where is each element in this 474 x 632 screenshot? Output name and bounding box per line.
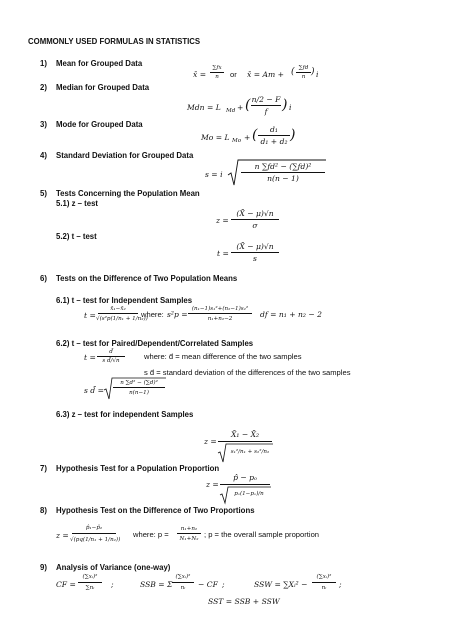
section-2-num: 2) — [40, 83, 47, 92]
z7-numerator: p̂ − pₒ — [233, 473, 257, 482]
t62-lhs: t = — [84, 353, 96, 362]
page-title: COMMONLY USED FORMULAS IN STATISTICS — [28, 37, 201, 46]
t62-sd-lhs: s d̄ = — [84, 386, 104, 395]
z7-lhs: z = — [206, 480, 219, 489]
section-8-num: 8) — [40, 506, 47, 515]
section-7-num: 7) — [40, 464, 47, 473]
sd-fraction-bar — [241, 172, 325, 173]
mode-sub: Mo — [232, 138, 242, 144]
section-9-num: 9) — [40, 563, 47, 572]
section-5-heading: Tests Concerning the Population Mean — [56, 189, 200, 198]
median-sub: Md — [226, 108, 236, 114]
z8-numerator: p̂₁−p̂₂ — [85, 525, 103, 531]
median-paren-open: ( — [245, 97, 251, 113]
mean-numerator: ∑fx — [212, 65, 222, 71]
ssb-fraction-bar — [172, 582, 194, 583]
mean-or: or — [230, 70, 237, 79]
ssb-semicolon: ; — [222, 580, 225, 589]
median-fraction-bar — [251, 105, 281, 106]
t61-sp-denominator: n₁+n₂−2 — [207, 316, 233, 322]
z8-lhs: z = — [56, 531, 69, 540]
cf-semicolon: ; — [111, 580, 114, 589]
ssw-numerator: (∑xᵢ)² — [316, 574, 332, 580]
t62-numerator: d̄ — [109, 349, 113, 355]
t61-lhs: t = — [84, 311, 96, 320]
subsection-5-2: 5.2) t – test — [56, 232, 97, 241]
median-lhs: Mdn = L — [187, 103, 221, 112]
section-4-heading: Standard Deviation for Grouped Data — [56, 151, 194, 160]
section-1-num: 1) — [40, 59, 47, 68]
mode-paren-open: ( — [252, 127, 258, 143]
z8-denominator: √(pq(1/n₁ + 1/n₂)) — [70, 537, 121, 543]
ssw-fraction-bar — [312, 582, 336, 583]
sst-formula: SST = SSB + SSW — [208, 597, 280, 606]
section-6-num: 6) — [40, 274, 47, 283]
mean-denominator: n — [215, 74, 219, 80]
t61-fraction-bar — [98, 313, 138, 314]
section-4-num: 4) — [40, 151, 47, 160]
ssw-lhs: SSW = ∑Xᵢ² − — [254, 580, 308, 589]
t62-sd-numerator: n ∑d² − (∑d)² — [120, 380, 158, 386]
t52-denominator: s — [253, 254, 257, 263]
t62-denominator: s d̄/√n — [102, 358, 120, 364]
ssb-denominator: nᵢ — [180, 585, 186, 591]
t62-where: where: d̄ = mean difference of the two samples — [144, 352, 302, 361]
section-1-heading: Mean for Grouped Data — [56, 59, 143, 68]
z51-numerator: (X̄ − μ)√n — [236, 209, 274, 218]
ssb-tail: − CF — [198, 580, 218, 589]
median-i: i — [289, 103, 292, 112]
t61-df: df = n₁ + n₂ − 2 — [260, 310, 322, 319]
t61-numerator: x̄₁−x̄₂ — [110, 306, 126, 312]
median-numerator: n/2 − F — [251, 95, 281, 104]
z8-p-numerator: n₁+n₂ — [180, 526, 198, 532]
z8-where: where: p = — [133, 530, 169, 539]
mode-fraction-bar — [258, 135, 290, 136]
mode-plus: + — [244, 133, 251, 142]
mode-numerator: d₁ — [270, 125, 278, 134]
mode-denominator: d₁ + d₂ — [260, 137, 288, 146]
section-9-heading: Analysis of Variance (one-way) — [56, 563, 171, 572]
section-8-heading: Hypothesis Test on the Difference of Two Proportions — [56, 506, 255, 515]
mean-alt-denominator: n — [301, 74, 306, 80]
z63-lhs: z = — [204, 437, 217, 446]
mean-alt-paren-open: ( — [291, 67, 295, 77]
mean-i: i — [316, 70, 319, 79]
z8-fraction-bar — [72, 533, 116, 534]
sd-numerator: n ∑fd² − (∑fd)² — [254, 162, 312, 171]
z63-denominator: s₁²/n₁ + s₂²/n₂ — [230, 449, 270, 455]
cf-numerator: (∑xᵢ)² — [82, 574, 98, 580]
section-7-heading: Hypothesis Test for a Population Proportion — [56, 464, 220, 473]
t61-where: where: — [141, 310, 164, 319]
cf-denominator: ∑nᵢ — [85, 585, 95, 591]
z8-tail: ; p = the overall sample proportion — [204, 530, 320, 539]
t62-sd-fraction-bar — [113, 387, 165, 388]
section-6-heading: Tests on the Difference of Two Population Means — [56, 274, 238, 283]
ssb-lhs: SSB = Σ — [140, 580, 173, 589]
section-3-heading: Mode for Grouped Data — [56, 120, 143, 129]
t61-sp-fraction-bar — [188, 313, 252, 314]
ssw-semicolon: ; — [339, 580, 342, 589]
t61-sp-lhs: s²p = — [167, 310, 188, 319]
t62-sd-denominator: n(n−1) — [129, 390, 149, 396]
median-plus: + — [237, 103, 244, 112]
mean-alt-lhs: x̄ = Am + — [247, 70, 284, 79]
z51-denominator: σ — [252, 221, 258, 230]
section-2-heading: Median for Grouped Data — [56, 83, 150, 92]
z8-p-denominator: N₁+N₂ — [179, 536, 199, 542]
t52-numerator: (X̄ − μ)√n — [236, 242, 274, 251]
median-paren-close: ) — [282, 97, 288, 113]
cf-fraction-bar — [78, 582, 102, 583]
z8-p-fraction-bar — [177, 533, 201, 534]
mode-lhs: Mo = L — [201, 133, 230, 142]
subsection-6-1: 6.1) t – test for Independent Samples — [56, 296, 193, 305]
t61-denominator: √(s²p(1/n₁ + 1/n₂)) — [96, 316, 148, 322]
subsection-6-2: 6.2) t – test for Paired/Dependent/Correlated Samples — [56, 339, 254, 348]
t52-fraction-bar — [231, 252, 279, 253]
z63-numerator: X̄₁ − X̄₂ — [230, 430, 260, 439]
ssw-denominator: nᵢ — [321, 585, 327, 591]
subsection-6-3: 6.3) z – test for independent Samples — [56, 410, 194, 419]
subsection-5-1: 5.1) z – test — [56, 199, 99, 208]
t61-sp-numerator: (n₁−1)s₁²+(n₂−1)s₂² — [191, 306, 249, 312]
t62-sd-note: s d̄ = standard deviation of the differences of the two samples — [144, 368, 351, 377]
ssb-numerator: (∑xᵢ)² — [175, 574, 191, 580]
z51-lhs: z = — [216, 216, 229, 225]
mean-alt-numerator: ∑fd — [298, 65, 309, 71]
mean-alt-paren-close: ) — [311, 67, 315, 77]
sd-denominator: n(n − 1) — [267, 174, 299, 183]
median-denominator: f — [264, 107, 268, 116]
z7-denominator: pₒ(1−pₒ)/n — [234, 491, 264, 497]
t52-lhs: t = — [217, 249, 229, 258]
sd-lhs: s = i — [205, 170, 223, 179]
section-5-num: 5) — [40, 189, 47, 198]
section-3-num: 3) — [40, 120, 47, 129]
mean-lhs: x̄ = — [193, 70, 207, 79]
mode-paren-close: ) — [290, 127, 296, 143]
z51-fraction-bar — [231, 219, 279, 220]
cf-lhs: CF = — [56, 580, 76, 589]
